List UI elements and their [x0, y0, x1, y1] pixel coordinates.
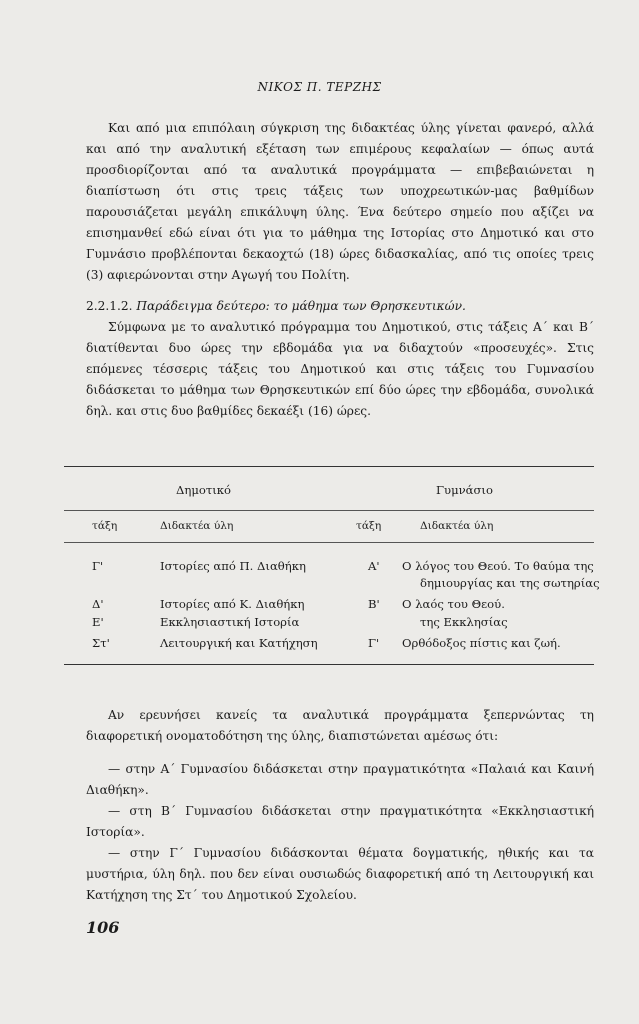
closing-paragraph: — στην Γ΄ Γυμνασίου διδάσκονται θέματα δογματικής, ηθικής και τα μυστήρια, ύλη δηλ. που δεν είναι ουσιωδώς διαφορετική από τη Λειτουργική και Κατήχηση της Στ΄ του Δημοτικού Σχολείου. — [86, 846, 594, 902]
table-row-subject-right: Ο λόγος του Θεού. Το θαύμα της — [402, 559, 594, 573]
table-header-rule — [64, 542, 594, 543]
table-row-grade-left: Στ' — [92, 636, 110, 650]
table-row-grade-right: Β' — [368, 597, 380, 611]
intro-text — [86, 118, 594, 286]
table-row-subject-left: Ιστορίες από Π. Διαθήκη — [160, 559, 306, 573]
col-header-grade-right: τάξη — [356, 520, 382, 532]
group-header-dimotiko: Δημοτικό — [176, 483, 232, 497]
section-heading — [86, 296, 594, 317]
table-bottom-rule — [64, 664, 594, 665]
table-row-grade-left: Ε' — [92, 615, 104, 629]
table-row-grade-left: Γ' — [92, 559, 104, 573]
table-row-subject-right-cont: δημιουργίας και της σωτηρίας — [420, 576, 600, 590]
section-title: Παράδειγμα δεύτερο: το μάθημα των Θρησκευτικών. — [136, 299, 466, 313]
table-row-subject-left: Λειτουργική και Κατήχηση — [160, 636, 318, 650]
section-block — [86, 296, 594, 422]
table-row-subject-right: Ορθόδοξος πίστις και ζωή. — [402, 636, 561, 650]
table-mid-rule — [64, 510, 594, 511]
section-paragraph: Σύμφωνα με το αναλυτικό πρόγραμμα του Δημοτικού, στις τάξεις Α΄ και Β΄ διατίθενται δυο ώρες την εβδομάδα για να διδαχτούν «προσευχές». Στις επόμενες τέσσερις τάξεις του Δημοτικού και στις τάξεις του Γυμνασίου διδάσκεται το μάθημα των Θρησκευτικών επί δύο ώρες την εβδομάδα, συνολικά δηλ. και στις δυο βαθμίδες δεκαέξι (16) ώρες. — [86, 320, 594, 418]
intro-paragraph: Και από μια επιπόλαιη σύγκριση της διδακτέας ύλης γίνεται φανερό, αλλά και από την αναλυτική εξέταση των επιμέρους κεφαλαίων — όπως αυτά προσδιορίζονται από τα αναλυτικά προγράμματα — επιβεβαιώνεται η διαπίστωση ότι στις τρεις τάξεις των υποχρεωτικών-μας βαθμίδων παρουσιάζεται μεγάλη επικάλυψη ύλης. Ένα δεύτερο σημείο που αξίζει να επισημανθεί εδώ είναι ότι για το μάθημα της Ιστορίας στο Δημοτικό και στο Γυμνάσιο προβλέπονται δεκαοχτώ (18) ώρες διδασκαλίας, από τις οποίες τρεις (3) αφιερώνονται στην Αγωγή του Πολίτη. — [86, 121, 594, 282]
col-header-grade-left: τάξη — [92, 520, 118, 532]
table-top-rule — [64, 466, 594, 467]
table-row-subject-right-cont: της Εκκλησίας — [420, 615, 508, 629]
table-row-grade-right: Α' — [368, 559, 380, 573]
table-row-grade-left: Δ' — [92, 597, 104, 611]
col-header-subject-right: Διδακτέα ύλη — [420, 520, 494, 532]
col-header-subject-left: Διδακτέα ύλη — [160, 520, 234, 532]
table-row-subject-left: Ιστορίες από Κ. Διαθήκη — [160, 597, 305, 611]
table-row-subject-right: Ο λαός του Θεού. — [402, 597, 505, 611]
table-row-subject-left: Εκκλησιαστική Ιστορία — [160, 615, 300, 629]
group-header-gymnasio: Γυμνάσιο — [436, 483, 493, 497]
table-row-grade-right: Γ' — [368, 636, 380, 650]
closing-paragraph: Αν ερευνήσει κανείς τα αναλυτικά προγράμματα ξεπερνώντας τη διαφορετική ονοματοδότηση της ύλης, διαπιστώνεται αμέσως ότι: — [86, 708, 594, 743]
page-number: 106 — [86, 918, 120, 937]
closing-paragraph: — στην Α΄ Γυμνασίου διδάσκεται στην πραγματικότητα «Παλαιά και Καινή Διαθήκη». — [86, 762, 594, 797]
running-head: ΝΙΚΟΣ Π. ΤΕΡΖΗΣ — [257, 80, 382, 94]
closing-text — [86, 705, 594, 906]
section-number: 2.2.1.2. — [86, 299, 133, 313]
closing-paragraph: — στη Β΄ Γυμνασίου διδάσκεται στην πραγματικότητα «Εκκλησιαστική Ιστορία». — [86, 804, 594, 839]
